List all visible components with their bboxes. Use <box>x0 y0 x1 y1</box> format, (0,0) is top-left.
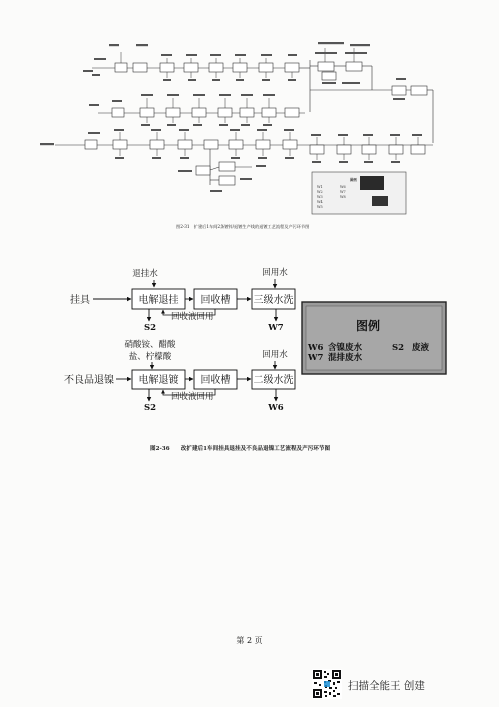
page-number: 第 2 页 <box>236 636 263 645</box>
process-flow-diagram-2 <box>0 255 499 495</box>
figure2-legend <box>302 302 446 374</box>
figure2-caption: 图2-36 改扩建后1车间挂具退挂及不良品退镍工艺流程及产污环节图 <box>150 446 331 452</box>
legend-entry-4: W4 <box>317 200 323 204</box>
legend2-row1-text: 含镍废水 <box>328 343 363 353</box>
legend-entry-3: W3 <box>317 195 323 199</box>
legend2-row1-code: W6 <box>308 343 324 353</box>
process-flow-diagram-1 <box>0 0 499 240</box>
legend2-row1-text2: 废液 <box>412 343 430 353</box>
legend-entry-2: W2 <box>317 190 323 194</box>
legend2-title: 图例 <box>355 319 381 333</box>
legend2-row2-code: W7 <box>308 353 324 363</box>
flow2-input: 不良品退镍 <box>64 375 114 386</box>
figure1-caption: 图2-31 扩建后1车间2条镀锌/退镀生产线的退镀工艺流程及产污环节图 <box>176 224 310 229</box>
flow1-recycle-label: 回收液回用 <box>171 312 214 322</box>
flow1-box1-label: 电解退挂 <box>138 295 179 306</box>
flow2-output-s2: S2 <box>143 403 157 413</box>
legend2-row2-text: 混排废水 <box>328 353 363 363</box>
legend-entry-8: W8 <box>340 195 346 199</box>
flow1-output-s2: S2 <box>143 323 157 333</box>
flow2-box3-label: 二级水洗 <box>253 375 294 386</box>
flow2-recycle-label: 回收液回用 <box>171 392 214 402</box>
flow1-top-input: 退挂水 <box>132 269 158 279</box>
scanner-watermark <box>306 669 456 699</box>
flow2-top-input-line2: 盐、柠檬酸 <box>128 352 172 362</box>
flow2-output-w6: W6 <box>268 403 284 413</box>
flow2-box2-label: 回收槽 <box>200 375 231 386</box>
legend2-row1-code2: S2 <box>392 343 405 353</box>
flow1-box2-label: 回收槽 <box>200 295 231 306</box>
flow1-box3-label: 三级水洗 <box>253 295 294 306</box>
scanner-brand-text: 扫描全能王 创建 <box>348 680 425 692</box>
flow2-box1-label: 电解退镀 <box>138 375 179 386</box>
legend-entry-1: W1 <box>317 185 323 189</box>
flow1-reuse-water: 回用水 <box>262 268 288 278</box>
flow1-input: 挂具 <box>70 295 90 306</box>
legend-entry-5: W5 <box>317 205 323 209</box>
flow2-top-input-line1: 硝酸铵、醋酸 <box>124 340 176 350</box>
legend-title: 图例 <box>350 178 357 182</box>
flow1-output-w7: W7 <box>268 323 284 333</box>
flow2-reuse-water: 回用水 <box>262 350 288 360</box>
figure1-legend <box>312 172 406 214</box>
legend-entry-6: W6 <box>340 185 346 189</box>
legend-entry-7: W7 <box>340 190 346 194</box>
qr-code-icon <box>312 669 342 699</box>
